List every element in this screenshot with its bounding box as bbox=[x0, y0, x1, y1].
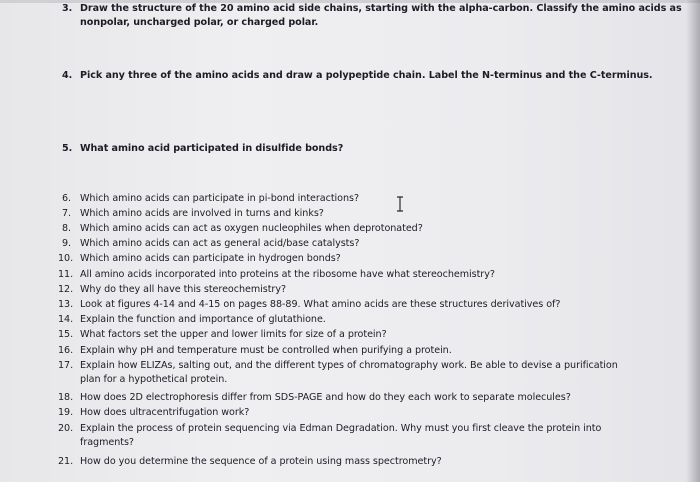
question-number: 3. bbox=[62, 3, 73, 14]
text-cursor-icon bbox=[394, 196, 406, 212]
question-text: Why do they all have this stereochemistry? bbox=[80, 284, 286, 295]
question-number: 6. bbox=[62, 193, 72, 204]
question-number: 21. bbox=[58, 456, 74, 467]
question-number: 11. bbox=[58, 269, 74, 280]
question-text: Which amino acids are involved in turns and kinks? bbox=[80, 208, 324, 219]
question-text: How does ultracentrifugation work? bbox=[80, 407, 250, 418]
question-text: How do you determine the sequence of a protein using mass spectrometry? bbox=[80, 456, 442, 467]
question-text: Which amino acids can participate in pi-bond interactions? bbox=[80, 193, 359, 204]
question-number: 13. bbox=[58, 299, 74, 310]
question-text: All amino acids incorporated into proteins at the ribosome have what stereochemistry? bbox=[80, 269, 495, 280]
question-text: Which amino acids can participate in hydrogen bonds? bbox=[80, 253, 341, 264]
question-number: 14. bbox=[58, 314, 74, 325]
question-text: What amino acid participated in disulfide bonds? bbox=[80, 143, 344, 154]
question-number: 12. bbox=[58, 284, 74, 295]
question-text: Which amino acids can act as general acid/base catalysts? bbox=[80, 238, 360, 249]
question-number: 8. bbox=[62, 223, 72, 234]
question-number: 17. bbox=[58, 360, 74, 371]
question-text: Pick any three of the amino acids and draw a polypeptide chain. Label the N-terminus and the C-terminus. bbox=[80, 70, 653, 81]
question-number: 19. bbox=[58, 407, 74, 418]
question-text: Draw the structure of the 20 amino acid side chains, starting with the alpha-carbon. Classify the amino acids as bbox=[80, 3, 682, 14]
question-text-continued: plan for a hypothetical protein. bbox=[80, 374, 228, 385]
question-text: Explain why pH and temperature must be controlled when purifying a protein. bbox=[80, 345, 452, 356]
question-number: 5. bbox=[62, 143, 73, 154]
question-text-continued: fragments? bbox=[80, 437, 134, 448]
question-number: 18. bbox=[58, 392, 74, 403]
question-text: Explain how ELIZAs, salting out, and the different types of chromatography work. Be able to devise a purification bbox=[80, 360, 618, 371]
question-text: Look at figures 4-14 and 4-15 on pages 88-89. What amino acids are these structures derivatives of? bbox=[80, 299, 561, 310]
question-number: 15. bbox=[58, 329, 74, 340]
question-text: Explain the process of protein sequencing via Edman Degradation. Why must you first cleave the protein into bbox=[80, 423, 602, 434]
question-text-continued: nonpolar, uncharged polar, or charged polar. bbox=[80, 17, 319, 28]
question-number: 16. bbox=[58, 345, 74, 356]
question-number: 4. bbox=[62, 70, 73, 81]
question-text: How does 2D electrophoresis differ from SDS-PAGE and how do they each work to separate molecules? bbox=[80, 392, 571, 403]
question-text: Which amino acids can act as oxygen nucleophiles when deprotonated? bbox=[80, 223, 423, 234]
question-text: Explain the function and importance of glutathione. bbox=[80, 314, 326, 325]
page-edge-shadow bbox=[686, 0, 700, 482]
question-number: 9. bbox=[62, 238, 72, 249]
question-number: 20. bbox=[58, 423, 74, 434]
question-number: 10. bbox=[58, 253, 74, 264]
question-number: 7. bbox=[62, 208, 72, 219]
question-text: What factors set the upper and lower limits for size of a protein? bbox=[80, 329, 387, 340]
